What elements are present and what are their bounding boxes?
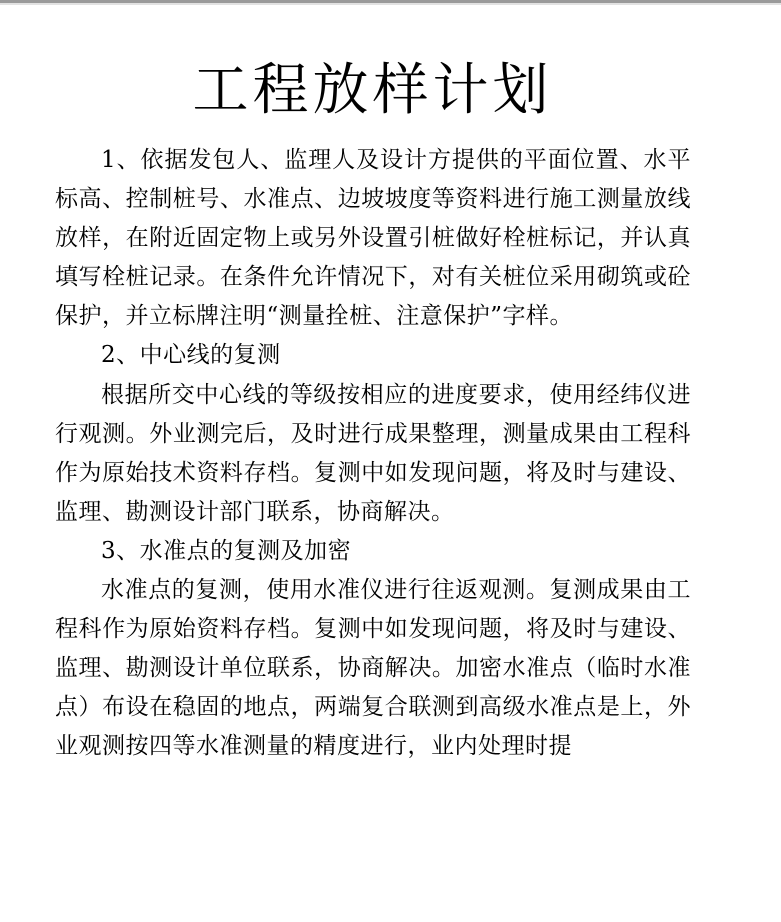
document-title: 工程放样计划 <box>192 58 553 123</box>
paragraph-benchmark-recheck: 水准点的复测，使用水准仪进行往返观测。复测成果由工程科作为原始资料存档。复测中如发现问题，将及时与建设、监理、勘测设计单位联系，协商解决。加密水准点（临时水准点）布设在稳固的地点，两端复合联测到高级水准点是上，外业观测按四等水准测量的精度进行，业内处理时提 <box>55 577 691 760</box>
paragraph-centerline-recheck: 根据所交中心线的等级按相应的进度要求，使用经纬仪进行观测。外业测完后，及时进行成果整理，测量成果由工程科作为原始技术资料存档。复测中如发现问题，将及时与建设、监理、勘测设计部门联系，协商解决。 <box>55 381 691 525</box>
heading-centerline-recheck: 2、中心线的复测 <box>101 342 281 369</box>
paragraph-survey-layout: 1、依据发包人、监理人及设计方提供的平面位置、水平标高、控制桩号、水准点、边坡坡度等资料进行施工测量放线放样，在附近固定物上或另外设置引桩做好栓桩标记，并认真填写栓桩记录。在条件允许情况下，对有关桩位采用砌筑或砼保护，并立标牌注明“测量拴桩、注意保护”字样。 <box>55 147 691 330</box>
heading-benchmark-recheck: 3、水准点的复测及加密 <box>101 537 352 564</box>
document-body <box>55 141 691 767</box>
